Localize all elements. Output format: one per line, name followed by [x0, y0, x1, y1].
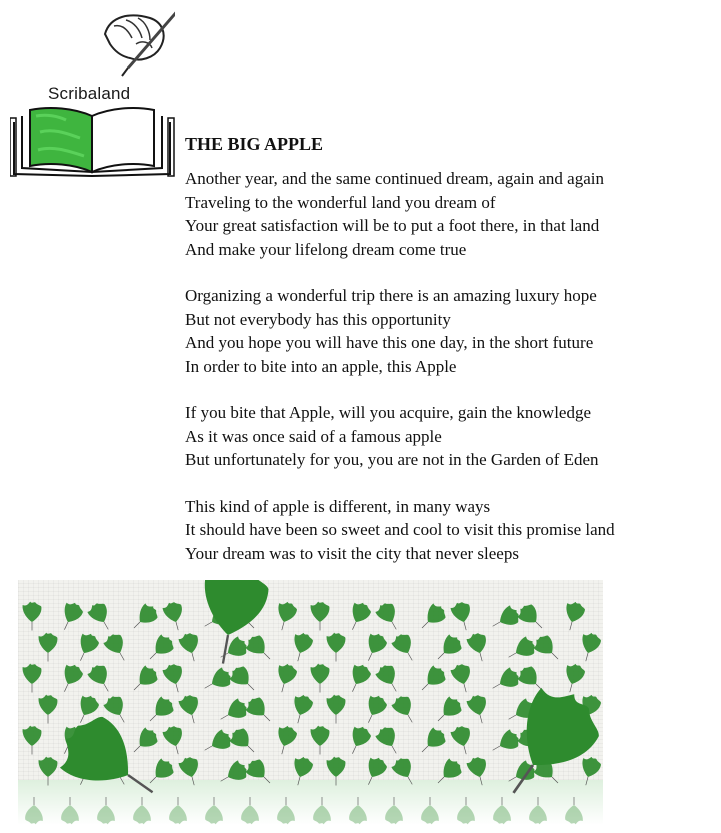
ginkgo-leaf: [205, 797, 223, 824]
ginkgo-leaf: [390, 693, 421, 727]
ginkgo-leaf: [23, 602, 42, 631]
ginkgo-leaf: [227, 663, 261, 697]
poem-line: In order to bite into an apple, this Apple: [185, 356, 457, 376]
ginkgo-leaf: [61, 797, 79, 824]
ginkgo-leaf: [374, 724, 405, 758]
ginkgo-leaf: [178, 631, 204, 664]
ginkgo-leaf: [450, 600, 476, 633]
ginkgo-leaf: [227, 725, 261, 759]
poem-line: But not everybody has this opportunity: [185, 309, 451, 329]
ginkgo-leaf: [39, 633, 58, 662]
ginkgo-leaf: [25, 797, 43, 824]
ginkgo-leaf: [56, 662, 85, 696]
ginkgo-leaf: [39, 695, 58, 724]
ginkgo-leaf: [311, 726, 330, 755]
ginkgo-leaf: [504, 635, 538, 666]
ginkgo-leaf: [277, 797, 295, 824]
ginkgo-leaf: [143, 632, 177, 666]
ginkgo-leaf: [431, 632, 465, 666]
ginkgo-leaf: [200, 728, 234, 759]
ginkgo-leaf: [344, 724, 373, 758]
poem-line: Organizing a wonderful trip there is an amazing luxury hope: [185, 286, 597, 305]
poem-line: It should have been so sweet and cool to visit this promise land: [185, 520, 615, 539]
ginkgo-leaf: [127, 725, 161, 759]
ginkgo-leaf: [243, 632, 277, 666]
ginkgo-leaf: [488, 604, 522, 635]
ginkgo-leaf: [561, 662, 587, 695]
ginkgo-leaf: [390, 755, 421, 789]
ginkgo-leaf: [488, 666, 522, 697]
ginkgo-leaf: [421, 797, 439, 824]
poem-line: And make your lifelong dream come true: [185, 239, 467, 259]
ginkgo-leaf: [191, 580, 272, 669]
poem-line: If you bite that Apple, will you acquire, gain the knowledge: [185, 403, 592, 422]
ginkgo-leaf: [216, 635, 250, 666]
ginkgo-leaf: [162, 662, 188, 695]
ginkgo-leaf: [327, 757, 346, 786]
ginkgo-leaf: [349, 797, 367, 824]
ginkgo-leaf: [289, 631, 315, 664]
ginkgo-leaf: [127, 601, 161, 635]
ginkgo-leaf: [289, 755, 315, 788]
ginkgo-leaf: [457, 797, 475, 824]
ginkgo-leaf: [178, 693, 204, 726]
poem-title: THE BIG APPLE: [185, 134, 324, 154]
ginkgo-leaf: [169, 797, 187, 824]
ginkgo-leaf: [127, 663, 161, 697]
ginkgo-leaf: [565, 797, 583, 824]
ginkgo-leaf: [241, 797, 259, 824]
ginkgo-leaf: [289, 693, 315, 726]
ginkgo-leaves-icon: [18, 580, 603, 825]
ginkgo-leaf: [577, 631, 603, 664]
ginkgo-leaf: [466, 631, 492, 664]
ginkgo-leaf: [243, 756, 277, 790]
ginkgo-leaf: [390, 631, 421, 665]
ginkgo-leaf-banner: [18, 580, 603, 825]
ginkgo-leaf: [162, 724, 188, 757]
poem-line: Your great satisfaction will be to put a foot there, in that land: [185, 216, 600, 235]
ginkgo-leaf: [143, 694, 177, 728]
ginkgo-leaf: [415, 725, 449, 759]
ginkgo-leaf: [311, 664, 330, 693]
ginkgo-leaf: [515, 601, 549, 635]
poem-line: Another year, and the same continued dream, again and again: [185, 169, 604, 188]
ginkgo-leaf: [488, 728, 522, 759]
ginkgo-leaf: [561, 600, 587, 633]
ginkgo-leaf: [178, 755, 204, 788]
scribaland-logo: [10, 4, 175, 182]
poem-line: This kind of apple is different, in many ways: [185, 496, 491, 516]
ginkgo-leaf: [450, 724, 476, 757]
ginkgo-leaf: [97, 797, 115, 824]
ginkgo-leaf: [50, 706, 172, 819]
ginkgo-leaf: [86, 662, 117, 696]
ginkgo-leaf: [23, 664, 42, 693]
ginkgo-leaf: [39, 757, 58, 786]
ginkgo-leaf: [313, 797, 331, 824]
ginkgo-leaf: [327, 633, 346, 662]
ginkgo-leaf: [450, 662, 476, 695]
ginkgo-leaf: [311, 602, 330, 631]
poem-line: Traveling to the wonderful land you dream of: [185, 192, 496, 212]
ginkgo-leaf: [200, 666, 234, 697]
ginkgo-leaf: [374, 662, 405, 696]
ginkgo-leaf: [466, 755, 492, 788]
ginkgo-leaf: [23, 726, 42, 755]
ginkgo-leaf: [102, 631, 133, 665]
poem-line: And you hope you will have this one day, in the short future: [185, 333, 594, 352]
ginkgo-leaf: [273, 662, 299, 695]
ginkgo-leaf: [415, 601, 449, 635]
ginkgo-leaf: [431, 694, 465, 728]
stanza-3: [185, 401, 715, 472]
ginkgo-leaf: [529, 797, 547, 824]
poem-line: As it was once said of a famous apple: [185, 426, 442, 446]
ginkgo-leaf: [493, 797, 511, 824]
poem-line: Your dream was to visit the city that never sleeps: [185, 543, 519, 563]
ginkgo-leaf: [531, 632, 565, 666]
stanza-1: [185, 167, 715, 261]
ginkgo-leaf: [273, 600, 299, 633]
stanza-2: [185, 284, 715, 378]
ginkgo-leaf: [360, 631, 389, 665]
ginkgo-leaf: [360, 755, 389, 789]
logo-text: Scribaland: [48, 84, 131, 103]
ginkgo-leaf: [216, 697, 250, 728]
poem: [185, 133, 715, 588]
ginkgo-leaf: [327, 695, 346, 724]
ginkgo-leaf: [577, 755, 603, 788]
ginkgo-leaf: [162, 600, 188, 633]
ginkgo-leaf: [431, 756, 465, 790]
ginkgo-leaf: [133, 797, 151, 824]
ginkgo-leaf: [143, 756, 177, 790]
ginkgo-leaf: [385, 797, 403, 824]
ginkgo-leaf: [360, 693, 389, 727]
ginkgo-leaf: [243, 694, 277, 728]
ginkgo-leaf: [86, 600, 117, 634]
ginkgo-leaf: [72, 631, 101, 665]
ginkgo-leaf: [344, 600, 373, 634]
ginkgo-leaf: [216, 759, 250, 790]
ginkgo-leaf: [415, 663, 449, 697]
ginkgo-leaf: [56, 600, 85, 634]
ginkgo-leaf: [466, 693, 492, 726]
poem-line: But unfortunately for you, you are not in the Garden of Eden: [185, 450, 599, 469]
ginkgo-leaf: [374, 600, 405, 634]
stanza-4: [185, 495, 715, 566]
ginkgo-leaf: [273, 724, 299, 757]
ginkgo-leaf: [344, 662, 373, 696]
